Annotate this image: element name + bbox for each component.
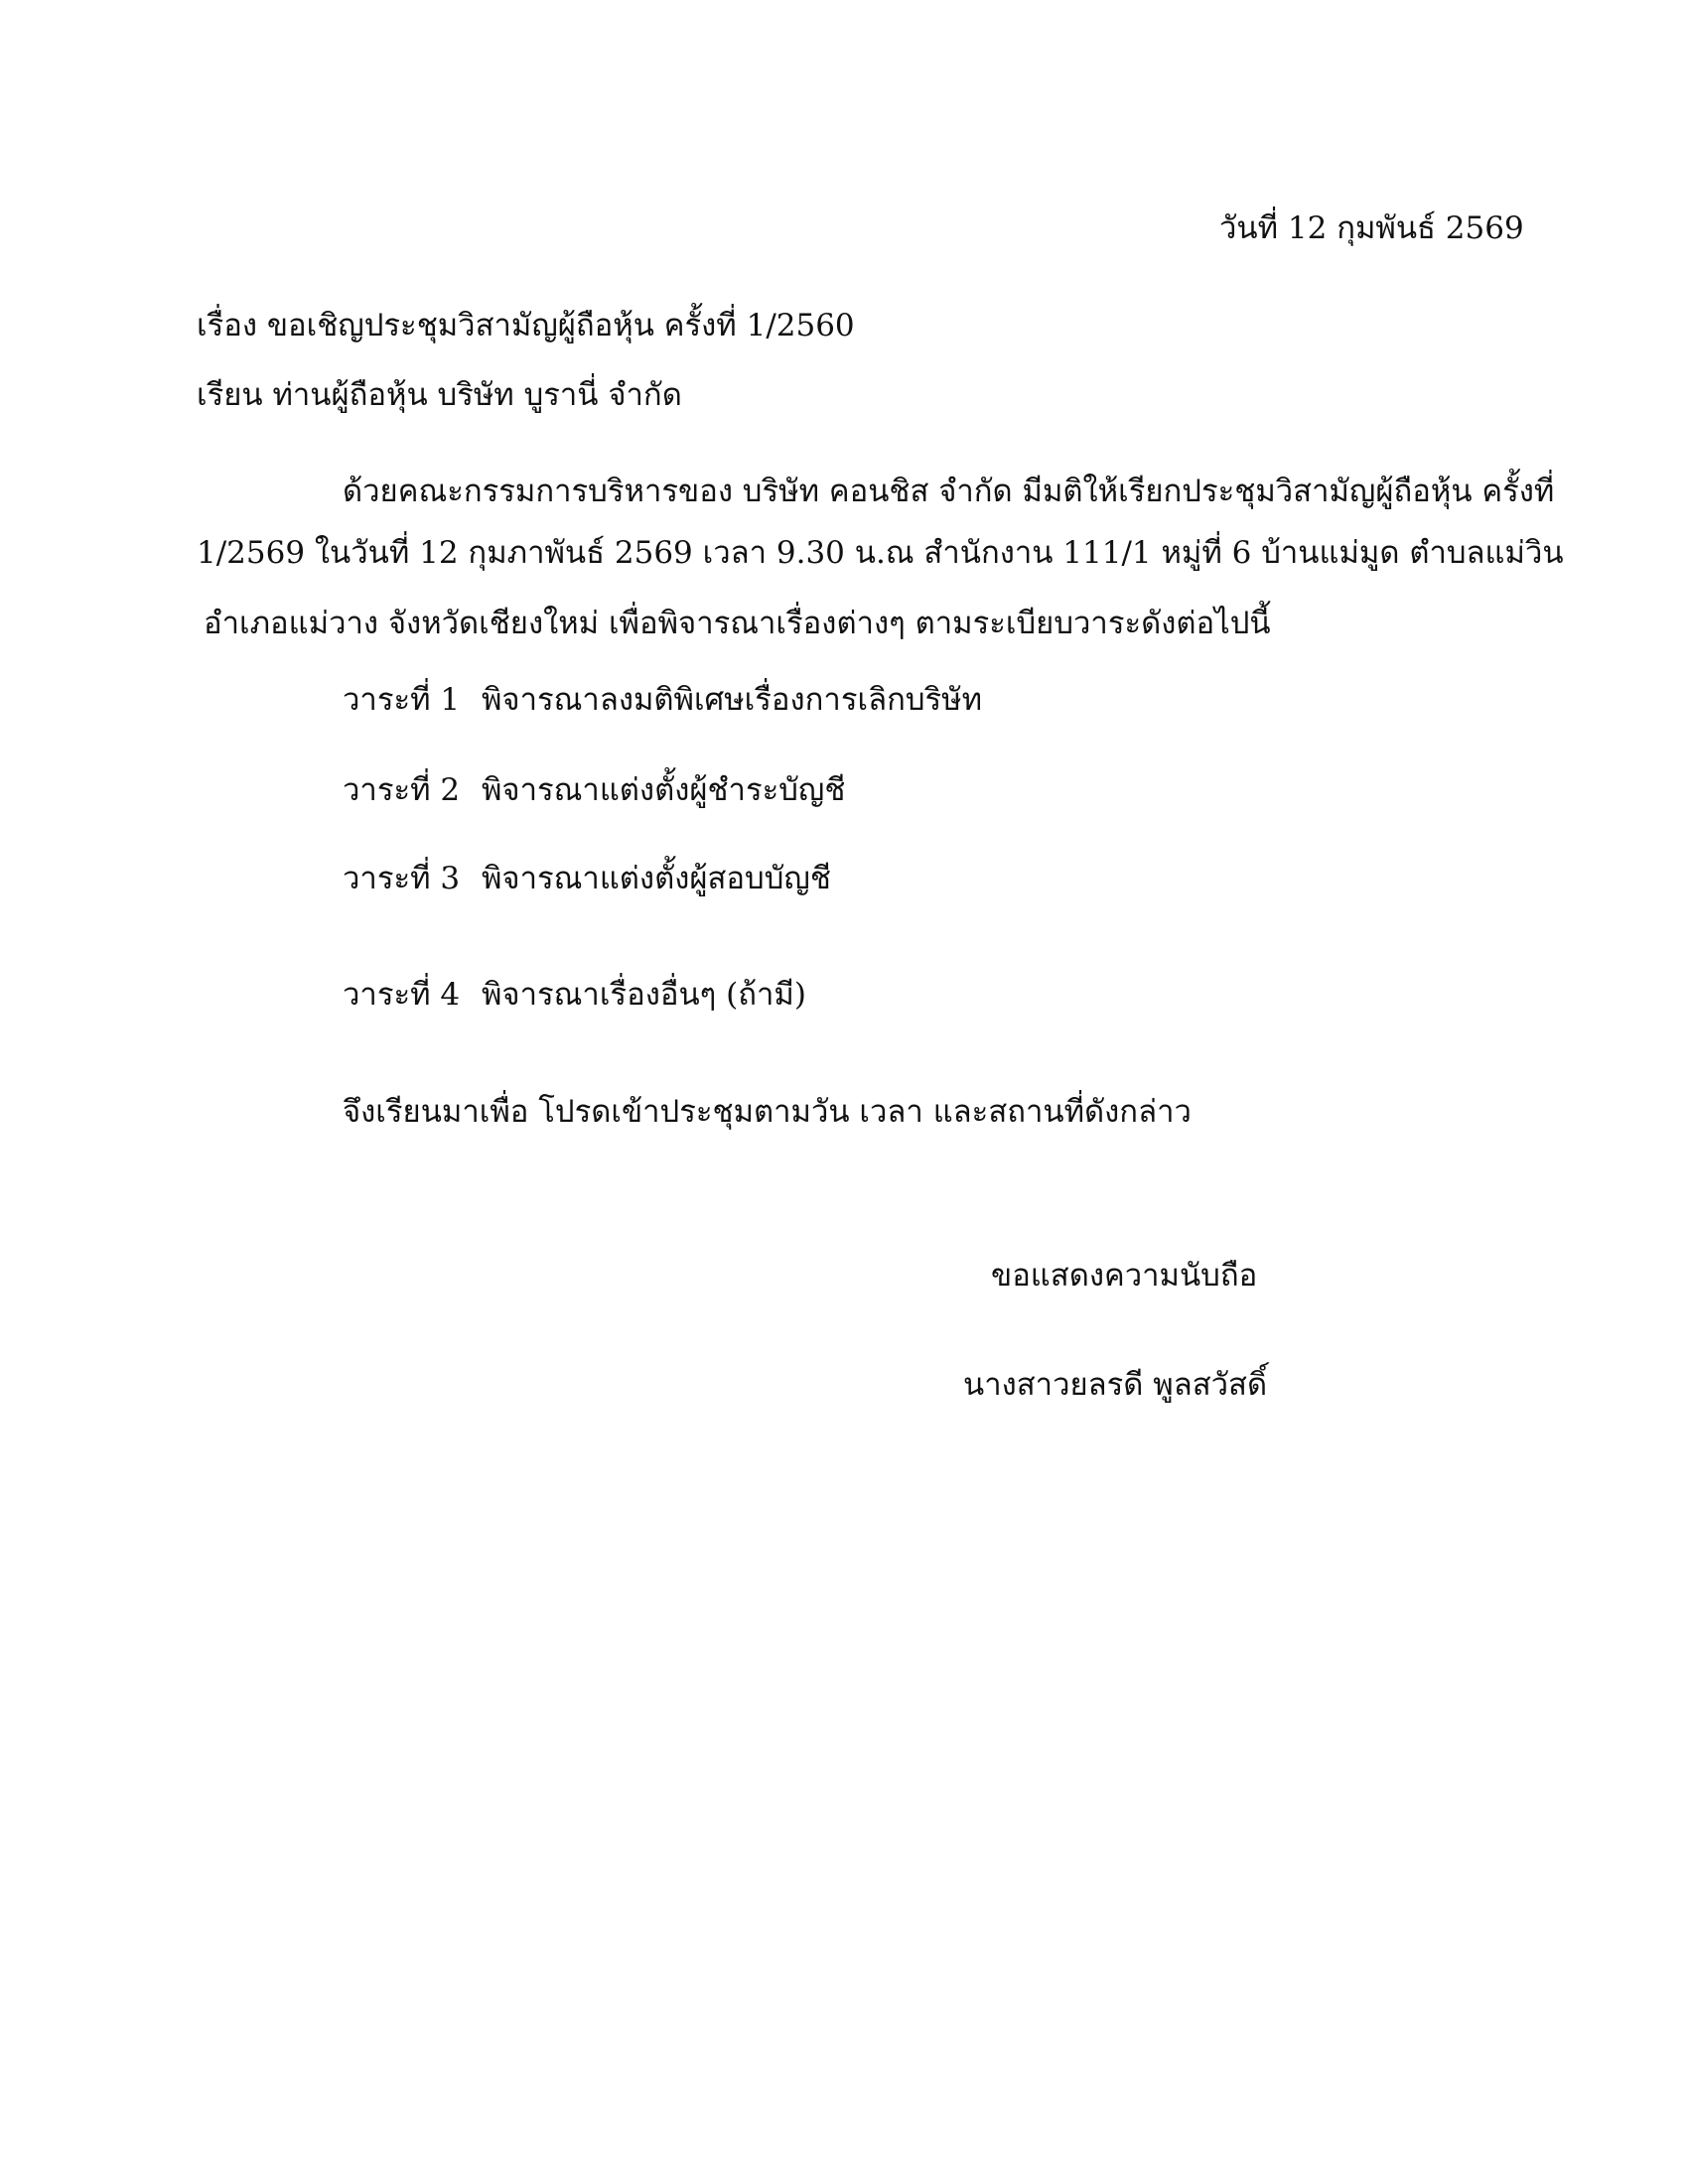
letter-recipient: เรียน ท่านผู้ถือหุ้น บริษัท บูรานี่ จำกัด — [197, 377, 682, 413]
agenda-number: วาระที่ 1 — [343, 682, 461, 718]
agenda-number: วาระที่ 3 — [343, 861, 461, 896]
letter-subject: เรื่อง ขอเชิญประชุมวิสามัญผู้ถือหุ้น ครั้งที่ 1/2560 — [197, 308, 855, 343]
agenda-text: พิจารณาเรื่องอื่นๆ (ถ้ามี) — [482, 977, 806, 1013]
regards-line: ขอแสดงความนับถือ — [991, 1258, 1258, 1294]
agenda-item-1 — [343, 680, 982, 720]
agenda-item-3 — [343, 859, 831, 898]
letter-date: วันที่ 12 กุมพันธ์ 2569 — [1219, 210, 1524, 246]
agenda-text: พิจารณาแต่งตั้งผู้ชำระบัญชี — [482, 772, 846, 808]
agenda-item-2 — [343, 770, 845, 810]
agenda-text: พิจารณาลงมติพิเศษเรื่องการเลิกบริษัท — [482, 682, 983, 718]
body-line-3: อำเภอแม่วาง จังหวัดเชียงใหม่ เพื่อพิจารณาเรื่องต่างๆ ตามระเบียบวาระดังต่อไปนี้ — [204, 606, 1271, 641]
agenda-item-4 — [343, 975, 806, 1015]
body-line-1: ด้วยคณะกรรมการบริหารของ บริษัท คอนชิส จำกัด มีมติให้เรียกประชุมวิสามัญผู้ถือหุ้น ครั้งที่ — [343, 474, 1555, 509]
closing-sentence: จึงเรียนมาเพื่อ โปรดเข้าประชุมตามวัน เวลา และสถานที่ดังกล่าว — [343, 1094, 1192, 1130]
agenda-number: วาระที่ 2 — [343, 772, 461, 808]
signer-name: นางสาวยลรดี พูลสวัสดิ์ — [963, 1367, 1268, 1403]
agenda-text: พิจารณาแต่งตั้งผู้สอบบัญชี — [482, 861, 831, 896]
body-line-2: 1/2569 ในวันที่ 12 กุมภาพันธ์ 2569 เวลา 9.30 น.ณ สำนักงาน 111/1 หมู่ที่ 6 บ้านแม่มูด ตำบลแม่วิน — [197, 535, 1564, 571]
agenda-number: วาระที่ 4 — [343, 977, 461, 1013]
